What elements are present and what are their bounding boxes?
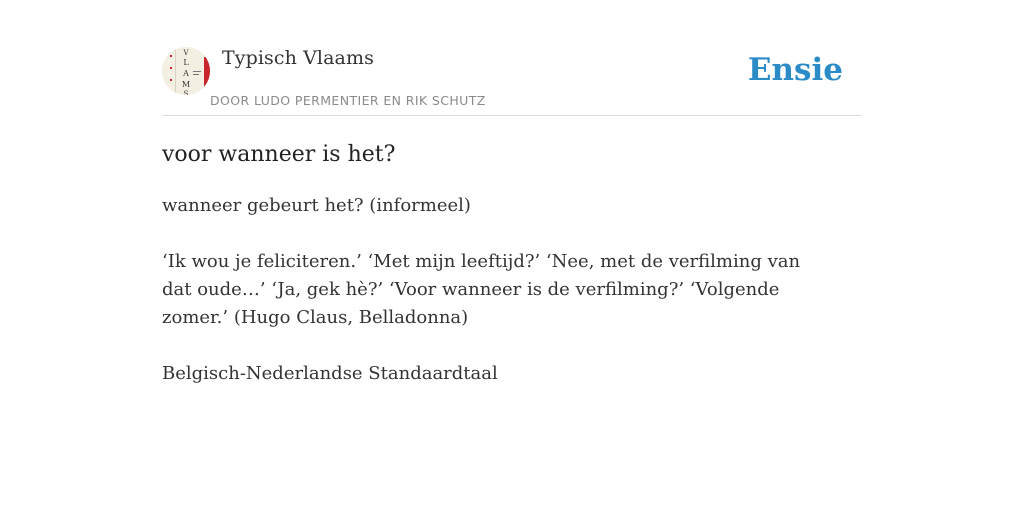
svg-text:M: M xyxy=(181,80,191,89)
entry-content xyxy=(162,139,822,388)
brand-logo[interactable]: Ensie xyxy=(747,52,843,88)
entry-example-quote: ‘Ik wou je feliciteren.’ ‘Met mijn leeftijd?’ ‘Nee, met de verfilming van dat oude…’ ‘Ja, gek hè?’ ‘Voor wanneer is de verfilming?’ ‘Volgende zomer.’ (Hugo Claus, Belladonna) xyxy=(162,251,801,328)
entry-register: Belgisch-Nederlandse Standaardtaal xyxy=(162,363,498,384)
book-title[interactable]: Typisch Vlaams xyxy=(222,47,374,69)
entry-definition: wanneer gebeurt het? (informeel) xyxy=(162,195,471,216)
entry-term: voor wanneer is het? xyxy=(162,142,396,167)
svg-text:A: A xyxy=(183,69,189,78)
book-cover-icon xyxy=(162,47,210,95)
svg-text:S: S xyxy=(183,90,189,95)
authors-byline: DOOR LUDO PERMENTIER EN RIK SCHUTZ xyxy=(210,93,486,108)
header xyxy=(162,46,862,116)
svg-text:L: L xyxy=(183,58,189,67)
avatar[interactable] xyxy=(162,47,210,95)
svg-text:V: V xyxy=(183,49,189,57)
